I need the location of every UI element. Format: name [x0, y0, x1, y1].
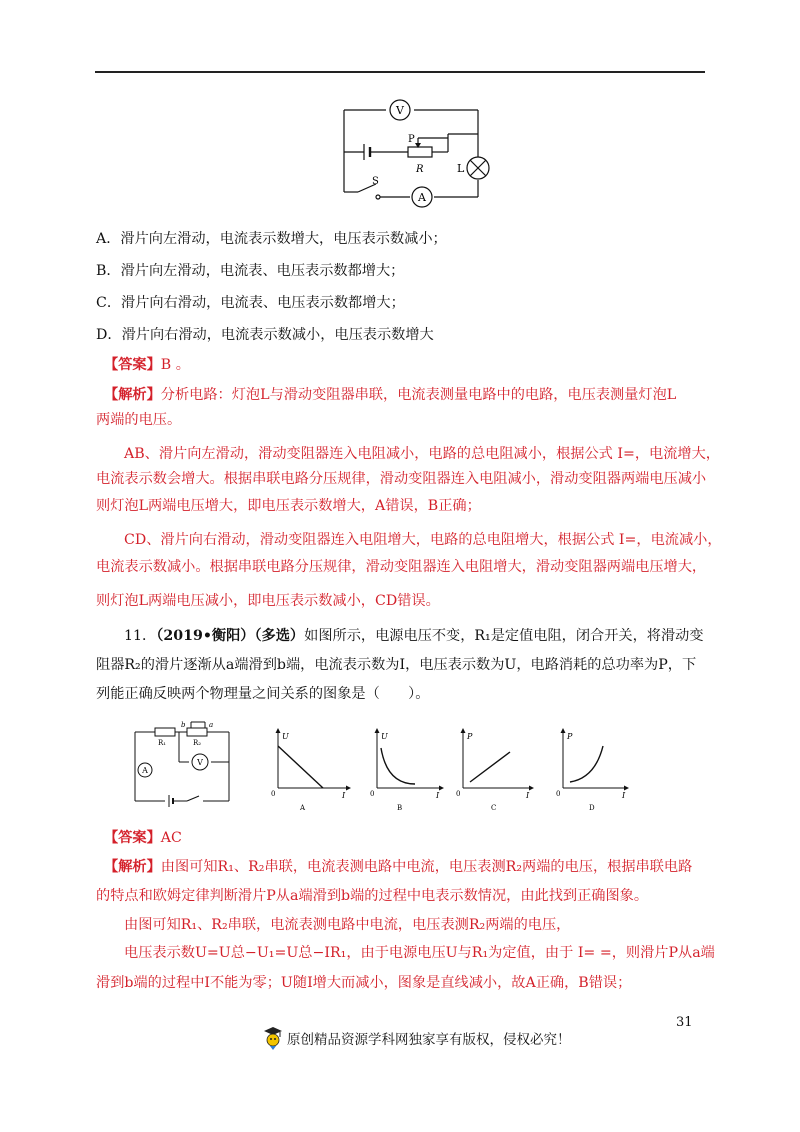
scholar-mascot-icon [262, 1025, 284, 1051]
graph-b [370, 728, 444, 812]
analysis-ab-1: AB、滑片向左滑动，滑动变阻器连入电阻减小，电路的总电阻减小，根据公式 I=，电流增大， [124, 446, 720, 462]
question-text: 如图所示，电源电压不变，R₁是定值电阻，闭合开关，将滑动变 [304, 628, 704, 644]
end-a-label: a [209, 721, 214, 729]
voltmeter-label: V [396, 104, 404, 117]
analysis-2-line-1 [104, 857, 744, 877]
question-source: （2019•衡阳） [156, 628, 255, 644]
analysis-2-line-3: 由图可知R₁、R₂串联，电流表测电路中电流，电压表测R₂两端的电压， [124, 917, 571, 933]
question-type: （多选） [254, 628, 305, 644]
analysis-2-line-4: 电压表示数U=U总−U₁=U总−IR₁，由于电源电压U与R₁为定值，由于 I= =，则滑片P从a端 [124, 945, 715, 961]
lamp-label: L [457, 162, 465, 175]
analysis-tag: 【解析】 [104, 387, 161, 403]
question-11-line-2: 阻器R₂的滑片逐渐从a端滑到b端，电流表示数为I，电压表示数为U，电路消耗的总功率为P，下 [96, 657, 697, 673]
analysis-cd-1: CD、滑片向右滑动，滑动变阻器连入电阻增大，电路的总电阻增大，根据公式 I=，电流减小， [124, 532, 722, 548]
graph-d [556, 728, 629, 812]
r2-label: R₂ [193, 739, 202, 747]
graph-b-letter: B [397, 804, 403, 812]
answer-2 [104, 828, 744, 848]
option-b: B．滑片向左滑动，电流表、电压表示数都增大； [96, 263, 405, 279]
question-11-line-3: 列能正确反映两个物理量之间关系的图象是（ ）。 [96, 686, 430, 702]
graph-a-y: U [282, 732, 289, 741]
end-b-label: b [181, 721, 186, 729]
answer-tag: 【答案】 [104, 357, 161, 373]
graph-d-y: P [567, 732, 573, 741]
graph-d-origin: 0 [556, 790, 561, 798]
slider-label: P [408, 134, 415, 145]
analysis-2-line-2: 的特点和欧姆定律判断滑片P从a端滑到b端的过程中电表示数情况，由此找到正确图象。 [96, 888, 649, 904]
option-d: D．滑片向右滑动，电流表示数减小，电压表示数增大 [96, 327, 434, 343]
graph-b-origin: 0 [370, 790, 375, 798]
analysis-2-tag: 【解析】 [104, 859, 161, 875]
graph-a-letter: A [300, 804, 306, 812]
graph-d-letter: D [589, 804, 595, 812]
analysis-cd-2: 电流表示数减小。根据串联电路分压规律，滑动变阻器连入电阻增大，滑动变阻器两端电压增大， [96, 559, 707, 575]
question-11-figure [125, 718, 645, 818]
analysis-1-line-1 [104, 385, 744, 405]
r1-label: R₁ [158, 739, 167, 747]
answer-2-tag: 【答案】 [104, 830, 161, 846]
header-rule [95, 71, 705, 73]
graph-b-x: I [436, 791, 440, 800]
circuit-diagram-1 [330, 92, 495, 216]
answer-text: B 。 [160, 357, 190, 373]
graph-a [271, 728, 351, 812]
footer [262, 1025, 571, 1051]
analysis-ab-3: 则灯泡L两端电压增大，即电压表示数增大，A错误，B正确； [96, 498, 481, 514]
analysis-cd-3: 则灯泡L两端电压减小，即电压表示数减小，CD错误。 [96, 593, 440, 609]
graph-a-x: I [342, 791, 346, 800]
switch-label: S [372, 176, 379, 187]
graph-c [456, 728, 534, 812]
graph-b-y: U [381, 732, 388, 741]
ammeter-2-label: A [142, 766, 148, 775]
question-number: 11． [124, 628, 157, 644]
ammeter-label: A [418, 191, 426, 204]
analysis-ab-2: 电流表示数会增大。根据串联电路分压规律，滑动变阻器连入电阻减小，滑动变阻器两端电压减小 [96, 471, 707, 487]
graph-c-letter: C [491, 804, 497, 812]
answer-1 [104, 355, 744, 375]
analysis-2-text: 由图可知R₁、R₂串联，电流表测电路中电流，电压表测R₂两端的电压，根据串联电路 [160, 859, 693, 875]
analysis-1-text: 分析电路：灯泡L与滑动变阻器串联，电流表测量电路中的电路，电压表测量灯泡L [160, 387, 677, 403]
graph-d-x: I [622, 791, 626, 800]
graph-c-origin: 0 [456, 790, 461, 798]
voltmeter-2-label: V [197, 758, 203, 767]
answer-2-text: AC [160, 830, 182, 846]
rheostat-label: R [416, 164, 424, 175]
option-c: C．滑片向右滑动，电流表、电压表示数都增大； [96, 295, 405, 311]
graph-a-origin: 0 [271, 790, 276, 798]
question-11-line-1 [124, 626, 764, 646]
analysis-1-line-2: 两端的电压。 [96, 412, 182, 428]
option-a: A．滑片向左滑动，电流表示数增大，电压表示数减小； [96, 231, 447, 247]
graph-c-y: P [467, 732, 473, 741]
graph-c-x: I [526, 791, 530, 800]
page-number: 31 [676, 1015, 693, 1030]
analysis-2-line-5: 滑到b端的过程中I不能为零；U随I增大而减小，图象是直线减小，故A正确，B错误； [96, 975, 632, 991]
footer-text: 原创精品资源学科网独家享有版权，侵权必究！ [287, 1032, 571, 1048]
